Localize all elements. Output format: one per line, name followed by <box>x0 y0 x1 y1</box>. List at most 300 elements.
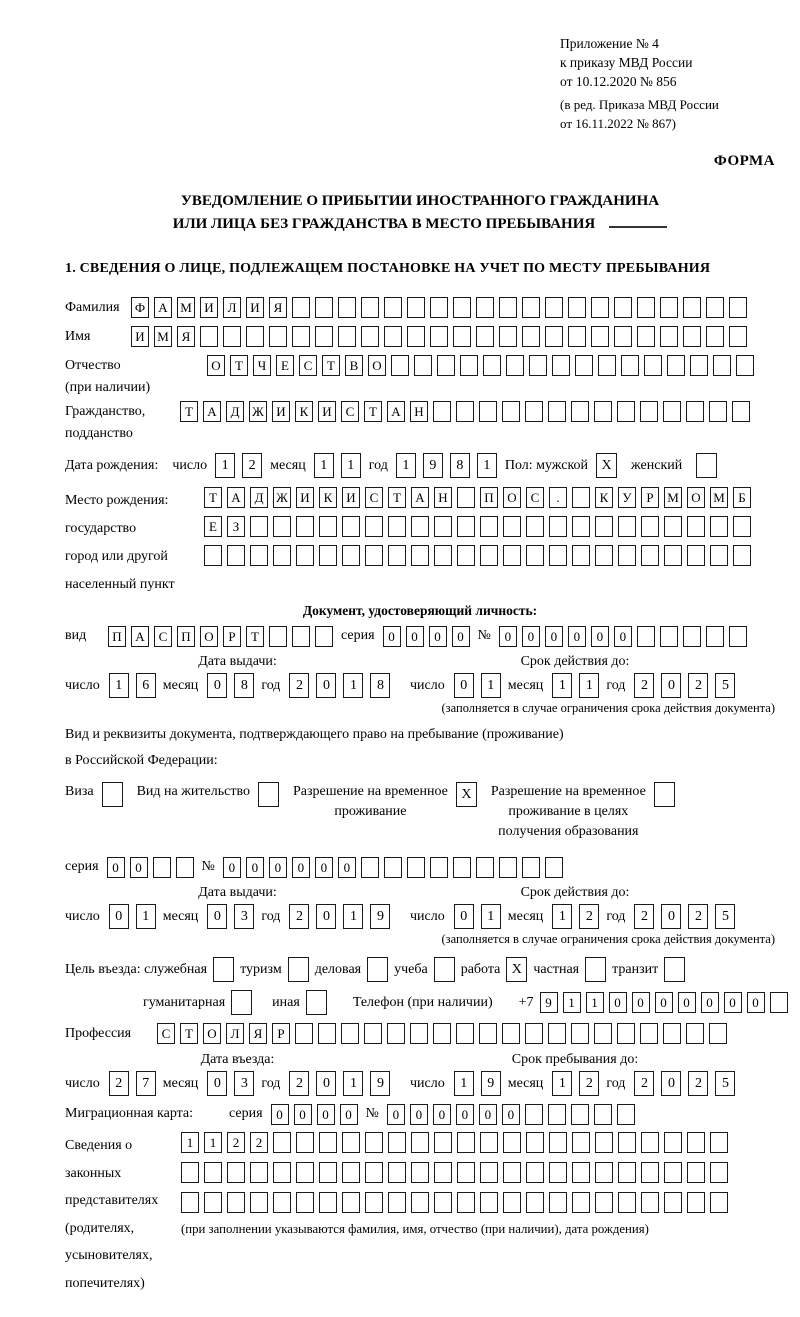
char-cell[interactable] <box>457 487 475 508</box>
char-cell[interactable]: 7 <box>136 1071 156 1096</box>
char-cell[interactable] <box>480 516 498 537</box>
char-cell[interactable] <box>591 326 609 347</box>
char-cell[interactable] <box>414 355 432 376</box>
char-cell[interactable] <box>663 1023 681 1044</box>
char-cell[interactable] <box>595 1162 613 1183</box>
char-cell[interactable]: 0 <box>724 992 742 1013</box>
char-cell[interactable] <box>342 545 360 566</box>
char-cell[interactable] <box>292 626 310 647</box>
char-cell[interactable] <box>525 1104 543 1125</box>
char-cell[interactable] <box>338 297 356 318</box>
char-cell[interactable] <box>706 326 724 347</box>
char-cell[interactable] <box>410 1023 428 1044</box>
char-cell[interactable] <box>430 297 448 318</box>
char-cell[interactable] <box>706 626 724 647</box>
char-cell[interactable]: 9 <box>481 1071 501 1096</box>
char-cell[interactable] <box>595 1192 613 1213</box>
char-cell[interactable] <box>572 545 590 566</box>
char-cell[interactable]: Б <box>733 487 751 508</box>
char-cell[interactable] <box>342 1192 360 1213</box>
char-cell[interactable]: Е <box>276 355 294 376</box>
char-cell[interactable] <box>664 545 682 566</box>
char-cell[interactable] <box>572 487 590 508</box>
char-cell[interactable]: О <box>207 355 225 376</box>
char-cell[interactable]: В <box>345 355 363 376</box>
char-cell[interactable] <box>499 326 517 347</box>
char-cell[interactable] <box>572 1192 590 1213</box>
char-cell[interactable] <box>411 516 429 537</box>
char-cell[interactable] <box>269 626 287 647</box>
char-cell[interactable] <box>503 516 521 537</box>
char-cell[interactable] <box>318 1023 336 1044</box>
char-cell[interactable] <box>181 1192 199 1213</box>
char-cell[interactable]: 0 <box>433 1104 451 1125</box>
char-cell[interactable]: 0 <box>701 992 719 1013</box>
char-cell[interactable] <box>614 326 632 347</box>
char-cell[interactable]: Т <box>388 487 406 508</box>
char-cell[interactable] <box>617 1023 635 1044</box>
char-cell[interactable]: 2 <box>289 1071 309 1096</box>
char-cell[interactable]: 0 <box>271 1104 289 1125</box>
char-cell[interactable] <box>227 1162 245 1183</box>
char-cell[interactable] <box>729 326 747 347</box>
char-cell[interactable]: 2 <box>634 673 654 698</box>
char-cell[interactable]: А <box>154 297 172 318</box>
char-cell[interactable] <box>548 401 566 422</box>
char-cell[interactable] <box>153 857 171 878</box>
char-cell[interactable]: 8 <box>234 673 254 698</box>
checkbox-official[interactable] <box>213 957 234 982</box>
char-cell[interactable] <box>667 355 685 376</box>
char-cell[interactable]: Т <box>180 401 198 422</box>
char-cell[interactable] <box>525 401 543 422</box>
char-cell[interactable]: А <box>203 401 221 422</box>
char-cell[interactable] <box>365 516 383 537</box>
char-cell[interactable]: 0 <box>591 626 609 647</box>
char-cell[interactable] <box>453 297 471 318</box>
char-cell[interactable] <box>292 326 310 347</box>
checkbox-business[interactable] <box>367 957 388 982</box>
char-cell[interactable] <box>549 1162 567 1183</box>
char-cell[interactable] <box>480 1162 498 1183</box>
char-cell[interactable] <box>457 1132 475 1153</box>
char-cell[interactable] <box>296 516 314 537</box>
char-cell[interactable] <box>269 326 287 347</box>
char-cell[interactable]: 1 <box>586 992 604 1013</box>
char-cell[interactable] <box>296 1192 314 1213</box>
char-cell[interactable] <box>457 1192 475 1213</box>
char-cell[interactable]: 1 <box>136 904 156 929</box>
char-cell[interactable] <box>388 1132 406 1153</box>
char-cell[interactable] <box>733 516 751 537</box>
char-cell[interactable] <box>549 1132 567 1153</box>
char-cell[interactable]: А <box>411 487 429 508</box>
char-cell[interactable]: 3 <box>234 904 254 929</box>
char-cell[interactable] <box>250 516 268 537</box>
char-cell[interactable]: 0 <box>316 904 336 929</box>
char-cell[interactable] <box>598 355 616 376</box>
char-cell[interactable] <box>499 857 517 878</box>
char-cell[interactable] <box>502 1023 520 1044</box>
char-cell[interactable] <box>433 401 451 422</box>
char-cell[interactable] <box>434 1132 452 1153</box>
char-cell[interactable]: 2 <box>250 1132 268 1153</box>
char-cell[interactable]: 0 <box>316 673 336 698</box>
char-cell[interactable] <box>250 1162 268 1183</box>
char-cell[interactable] <box>660 626 678 647</box>
char-cell[interactable] <box>250 1192 268 1213</box>
char-cell[interactable] <box>732 401 750 422</box>
char-cell[interactable] <box>364 1023 382 1044</box>
char-cell[interactable]: 0 <box>454 904 474 929</box>
char-cell[interactable] <box>384 297 402 318</box>
char-cell[interactable]: 0 <box>499 626 517 647</box>
char-cell[interactable]: 1 <box>343 1071 363 1096</box>
char-cell[interactable] <box>273 516 291 537</box>
char-cell[interactable] <box>571 1104 589 1125</box>
char-cell[interactable] <box>483 355 501 376</box>
char-cell[interactable] <box>503 1162 521 1183</box>
char-cell[interactable]: К <box>295 401 313 422</box>
char-cell[interactable] <box>545 326 563 347</box>
checkbox-private[interactable] <box>585 957 606 982</box>
char-cell[interactable] <box>568 326 586 347</box>
char-cell[interactable]: Ж <box>249 401 267 422</box>
char-cell[interactable] <box>568 297 586 318</box>
char-cell[interactable]: 2 <box>688 1071 708 1096</box>
char-cell[interactable]: 9 <box>540 992 558 1013</box>
char-cell[interactable]: 2 <box>634 904 654 929</box>
checkbox-transit[interactable] <box>664 957 685 982</box>
char-cell[interactable]: Н <box>410 401 428 422</box>
char-cell[interactable]: Т <box>230 355 248 376</box>
char-cell[interactable]: 0 <box>107 857 125 878</box>
char-cell[interactable] <box>227 545 245 566</box>
char-cell[interactable] <box>591 297 609 318</box>
char-cell[interactable] <box>341 1023 359 1044</box>
char-cell[interactable] <box>733 545 751 566</box>
char-cell[interactable] <box>526 1162 544 1183</box>
char-cell[interactable] <box>595 545 613 566</box>
char-cell[interactable] <box>575 355 593 376</box>
char-cell[interactable] <box>706 297 724 318</box>
char-cell[interactable]: 0 <box>614 626 632 647</box>
char-cell[interactable]: 2 <box>242 453 262 478</box>
char-cell[interactable]: 0 <box>429 626 447 647</box>
char-cell[interactable]: 5 <box>715 904 735 929</box>
char-cell[interactable] <box>200 326 218 347</box>
char-cell[interactable] <box>552 355 570 376</box>
char-cell[interactable] <box>664 1132 682 1153</box>
char-cell[interactable] <box>522 326 540 347</box>
char-cell[interactable]: И <box>296 487 314 508</box>
char-cell[interactable]: 1 <box>396 453 416 478</box>
char-cell[interactable] <box>595 516 613 537</box>
char-cell[interactable] <box>273 1132 291 1153</box>
char-cell[interactable] <box>342 1132 360 1153</box>
char-cell[interactable] <box>770 992 788 1013</box>
char-cell[interactable] <box>687 545 705 566</box>
char-cell[interactable]: 1 <box>343 673 363 698</box>
char-cell[interactable]: И <box>131 326 149 347</box>
char-cell[interactable]: 0 <box>246 857 264 878</box>
char-cell[interactable]: О <box>687 487 705 508</box>
char-cell[interactable] <box>687 1162 705 1183</box>
char-cell[interactable] <box>502 401 520 422</box>
checkbox-visa[interactable] <box>102 782 123 807</box>
char-cell[interactable] <box>683 326 701 347</box>
char-cell[interactable] <box>387 1023 405 1044</box>
char-cell[interactable] <box>365 1132 383 1153</box>
char-cell[interactable]: А <box>131 626 149 647</box>
char-cell[interactable] <box>411 1192 429 1213</box>
char-cell[interactable]: 0 <box>452 626 470 647</box>
char-cell[interactable] <box>686 401 704 422</box>
char-cell[interactable]: Т <box>246 626 264 647</box>
char-cell[interactable] <box>548 1023 566 1044</box>
char-cell[interactable]: Ф <box>131 297 149 318</box>
char-cell[interactable]: 0 <box>316 1071 336 1096</box>
char-cell[interactable]: А <box>227 487 245 508</box>
char-cell[interactable] <box>549 1192 567 1213</box>
char-cell[interactable] <box>223 326 241 347</box>
char-cell[interactable]: 0 <box>502 1104 520 1125</box>
char-cell[interactable] <box>548 1104 566 1125</box>
char-cell[interactable]: Ж <box>273 487 291 508</box>
char-cell[interactable] <box>617 1104 635 1125</box>
char-cell[interactable] <box>736 355 754 376</box>
char-cell[interactable]: 0 <box>130 857 148 878</box>
char-cell[interactable]: 1 <box>343 904 363 929</box>
char-cell[interactable] <box>479 401 497 422</box>
char-cell[interactable]: 0 <box>207 904 227 929</box>
char-cell[interactable]: И <box>318 401 336 422</box>
char-cell[interactable]: 0 <box>338 857 356 878</box>
char-cell[interactable]: 0 <box>661 1071 681 1096</box>
char-cell[interactable]: И <box>246 297 264 318</box>
char-cell[interactable]: 1 <box>481 904 501 929</box>
char-cell[interactable] <box>595 1132 613 1153</box>
char-cell[interactable]: 0 <box>317 1104 335 1125</box>
char-cell[interactable] <box>572 1132 590 1153</box>
char-cell[interactable] <box>683 626 701 647</box>
checkbox-study[interactable] <box>434 957 455 982</box>
char-cell[interactable] <box>526 516 544 537</box>
char-cell[interactable]: 0 <box>479 1104 497 1125</box>
char-cell[interactable] <box>637 626 655 647</box>
char-cell[interactable] <box>618 1162 636 1183</box>
char-cell[interactable]: 0 <box>406 626 424 647</box>
char-cell[interactable] <box>204 545 222 566</box>
char-cell[interactable] <box>637 326 655 347</box>
char-cell[interactable]: Ч <box>253 355 271 376</box>
char-cell[interactable] <box>687 1192 705 1213</box>
char-cell[interactable] <box>618 1192 636 1213</box>
char-cell[interactable] <box>637 297 655 318</box>
char-cell[interactable]: 8 <box>450 453 470 478</box>
char-cell[interactable]: Д <box>250 487 268 508</box>
char-cell[interactable]: 1 <box>181 1132 199 1153</box>
char-cell[interactable] <box>338 326 356 347</box>
char-cell[interactable] <box>729 626 747 647</box>
char-cell[interactable] <box>315 326 333 347</box>
char-cell[interactable] <box>663 401 681 422</box>
char-cell[interactable] <box>709 1023 727 1044</box>
char-cell[interactable] <box>710 545 728 566</box>
char-cell[interactable]: М <box>664 487 682 508</box>
char-cell[interactable]: Д <box>226 401 244 422</box>
char-cell[interactable] <box>365 1162 383 1183</box>
char-cell[interactable] <box>365 1192 383 1213</box>
char-cell[interactable]: 3 <box>234 1071 254 1096</box>
checkbox-residence-permit[interactable] <box>258 782 279 807</box>
char-cell[interactable] <box>388 516 406 537</box>
char-cell[interactable] <box>529 355 547 376</box>
char-cell[interactable]: 0 <box>387 1104 405 1125</box>
char-cell[interactable] <box>545 297 563 318</box>
char-cell[interactable] <box>342 516 360 537</box>
char-cell[interactable]: А <box>387 401 405 422</box>
char-cell[interactable]: Н <box>434 487 452 508</box>
char-cell[interactable]: 0 <box>568 626 586 647</box>
char-cell[interactable] <box>319 516 337 537</box>
char-cell[interactable]: 0 <box>294 1104 312 1125</box>
char-cell[interactable]: У <box>618 487 636 508</box>
char-cell[interactable] <box>319 1162 337 1183</box>
char-cell[interactable]: К <box>595 487 613 508</box>
char-cell[interactable]: 2 <box>688 904 708 929</box>
char-cell[interactable] <box>664 516 682 537</box>
char-cell[interactable]: С <box>157 1023 175 1044</box>
char-cell[interactable] <box>176 857 194 878</box>
char-cell[interactable] <box>572 1162 590 1183</box>
char-cell[interactable]: К <box>319 487 337 508</box>
checkbox-temp-residence-edu[interactable] <box>654 782 675 807</box>
char-cell[interactable] <box>594 401 612 422</box>
char-cell[interactable] <box>549 545 567 566</box>
char-cell[interactable] <box>273 1162 291 1183</box>
char-cell[interactable] <box>545 857 563 878</box>
char-cell[interactable]: 0 <box>661 673 681 698</box>
char-cell[interactable] <box>571 401 589 422</box>
char-cell[interactable] <box>690 355 708 376</box>
char-cell[interactable]: 1 <box>341 453 361 478</box>
char-cell[interactable] <box>388 1162 406 1183</box>
char-cell[interactable]: 0 <box>609 992 627 1013</box>
char-cell[interactable] <box>319 1132 337 1153</box>
char-cell[interactable] <box>407 297 425 318</box>
char-cell[interactable]: П <box>480 487 498 508</box>
char-cell[interactable]: 0 <box>410 1104 428 1125</box>
char-cell[interactable] <box>384 857 402 878</box>
char-cell[interactable] <box>641 545 659 566</box>
char-cell[interactable] <box>686 1023 704 1044</box>
char-cell[interactable]: С <box>365 487 383 508</box>
char-cell[interactable]: 2 <box>634 1071 654 1096</box>
char-cell[interactable] <box>572 516 590 537</box>
char-cell[interactable]: 1 <box>454 1071 474 1096</box>
char-cell[interactable]: 1 <box>552 673 572 698</box>
char-cell[interactable] <box>315 297 333 318</box>
char-cell[interactable] <box>660 326 678 347</box>
char-cell[interactable] <box>292 297 310 318</box>
char-cell[interactable] <box>618 1132 636 1153</box>
char-cell[interactable] <box>457 545 475 566</box>
char-cell[interactable] <box>315 626 333 647</box>
char-cell[interactable]: И <box>200 297 218 318</box>
char-cell[interactable] <box>296 545 314 566</box>
checkbox-humanitarian[interactable] <box>231 990 252 1015</box>
char-cell[interactable]: 6 <box>136 673 156 698</box>
char-cell[interactable] <box>641 516 659 537</box>
char-cell[interactable]: 0 <box>545 626 563 647</box>
char-cell[interactable] <box>710 1132 728 1153</box>
char-cell[interactable]: 0 <box>292 857 310 878</box>
char-cell[interactable] <box>476 326 494 347</box>
char-cell[interactable] <box>453 326 471 347</box>
char-cell[interactable]: Т <box>322 355 340 376</box>
char-cell[interactable] <box>618 545 636 566</box>
char-cell[interactable] <box>687 516 705 537</box>
char-cell[interactable] <box>641 1192 659 1213</box>
char-cell[interactable]: . <box>549 487 567 508</box>
char-cell[interactable] <box>456 1023 474 1044</box>
char-cell[interactable] <box>503 545 521 566</box>
char-cell[interactable]: 0 <box>109 904 129 929</box>
char-cell[interactable] <box>641 1132 659 1153</box>
checkbox-temp-residence[interactable]: X <box>456 782 477 807</box>
char-cell[interactable]: 1 <box>552 1071 572 1096</box>
char-cell[interactable]: О <box>503 487 521 508</box>
char-cell[interactable]: 5 <box>715 673 735 698</box>
char-cell[interactable]: 1 <box>314 453 334 478</box>
char-cell[interactable] <box>391 355 409 376</box>
char-cell[interactable]: Л <box>223 297 241 318</box>
char-cell[interactable]: 1 <box>109 673 129 698</box>
char-cell[interactable]: Е <box>204 516 222 537</box>
char-cell[interactable]: 2 <box>227 1132 245 1153</box>
char-cell[interactable] <box>430 326 448 347</box>
char-cell[interactable] <box>594 1023 612 1044</box>
char-cell[interactable] <box>710 516 728 537</box>
char-cell[interactable] <box>617 401 635 422</box>
char-cell[interactable] <box>644 355 662 376</box>
char-cell[interactable] <box>476 297 494 318</box>
char-cell[interactable] <box>227 1192 245 1213</box>
char-cell[interactable]: 0 <box>632 992 650 1013</box>
char-cell[interactable] <box>361 297 379 318</box>
char-cell[interactable] <box>453 857 471 878</box>
char-cell[interactable]: С <box>299 355 317 376</box>
char-cell[interactable] <box>640 401 658 422</box>
char-cell[interactable]: П <box>108 626 126 647</box>
char-cell[interactable] <box>296 1162 314 1183</box>
char-cell[interactable]: Т <box>180 1023 198 1044</box>
char-cell[interactable] <box>361 857 379 878</box>
char-cell[interactable] <box>522 857 540 878</box>
char-cell[interactable] <box>384 326 402 347</box>
char-cell[interactable] <box>480 545 498 566</box>
char-cell[interactable]: 0 <box>454 673 474 698</box>
char-cell[interactable] <box>365 545 383 566</box>
char-cell[interactable]: 0 <box>661 904 681 929</box>
char-cell[interactable] <box>522 297 540 318</box>
char-cell[interactable]: Р <box>641 487 659 508</box>
char-cell[interactable] <box>361 326 379 347</box>
char-cell[interactable] <box>664 1162 682 1183</box>
char-cell[interactable] <box>295 1023 313 1044</box>
char-cell[interactable] <box>407 857 425 878</box>
